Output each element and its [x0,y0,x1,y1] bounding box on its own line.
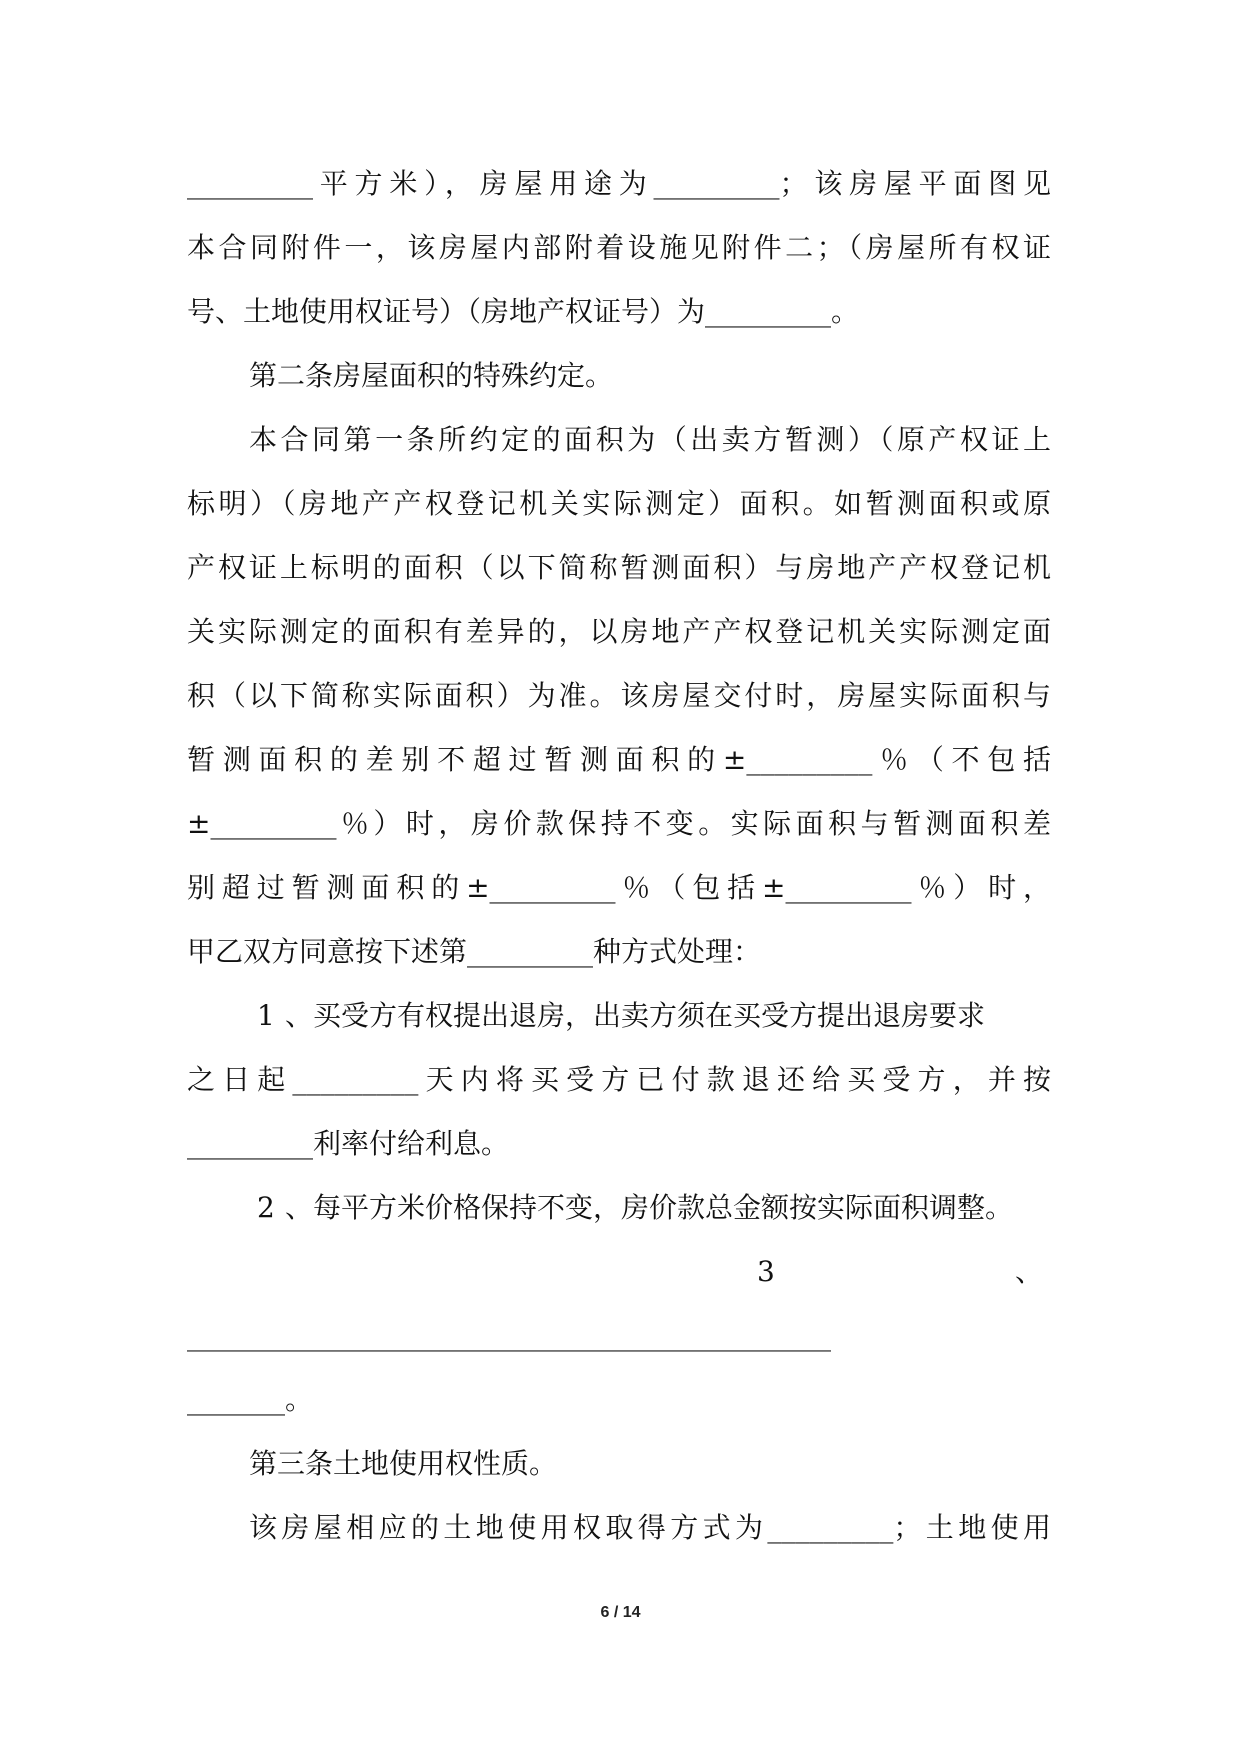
text-line: 积（以下简称实际面积）为准。该房屋交付时，房屋实际面积与 [187,679,1051,712]
blank-line-end: _______。 [187,1383,314,1416]
text-line: 暂测面积的差别不超过暂测面积的±_________％（不包括 [187,743,1051,776]
item-text: 买受方有权提出退房，出卖方须在买受方提出退房要求 [313,999,986,1032]
text-line: 关实际测定的面积有差异的，以房地产产权登记机关实际测定面 [187,615,1051,648]
list-item-3 [187,1240,1051,1304]
text-line: ±_________％）时，房价款保持不变。实际面积与暂测面积差 [187,807,1051,840]
text-line: 该房屋相应的土地使用权取得方式为_________；土地使用 [249,1511,1051,1544]
text-line: _________利率付给利息。 [187,1127,510,1160]
item-separator: 、 [285,999,314,1032]
item-number: 3 [757,1255,775,1288]
section-heading: 第三条土地使用权性质。 [249,1447,558,1480]
item-number: 2 [257,1191,275,1224]
blank-line: ______________________________________________ [187,1319,831,1352]
text-line: 号、土地使用权证号）（房地产权证号）为_________。 [187,295,860,328]
document-body [187,152,1051,1560]
text-line: 产权证上标明的面积（以下简称暂测面积）与房地产产权登记机 [187,551,1051,584]
text-line: 标明）（房地产产权登记机关实际测定）面积。如暂测面积或原 [187,487,1051,520]
item-separator: 、 [285,1191,314,1224]
text-line: 甲乙双方同意按下述第_________种方式处理： [187,935,762,968]
text-line: 之日起_________天内将买受方已付款退还给买受方，并按 [187,1063,1051,1096]
item-number: 1 [257,999,275,1032]
item-text: 每平方米价格保持不变，房价款总金额按实际面积调整。 [313,1191,1014,1224]
list-item-1 [187,984,1051,1048]
text-line: _________平方米），房屋用途为_________；该房屋平面图见 [187,167,1051,200]
page-number: 6 / 14 [600,1604,641,1621]
text-line: 本合同附件一，该房屋内部附着设施见附件二；（房屋所有权证 [187,231,1051,264]
item-separator: 、 [1014,1255,1043,1288]
text-line: 别超过暂测面积的±_________％（包括±_________％）时， [187,871,1051,904]
list-item-2 [187,1176,1051,1240]
section-heading: 第二条房屋面积的特殊约定。 [249,359,614,392]
text-line: 本合同第一条所约定的面积为（出卖方暂测）（原产权证上 [249,423,1051,456]
